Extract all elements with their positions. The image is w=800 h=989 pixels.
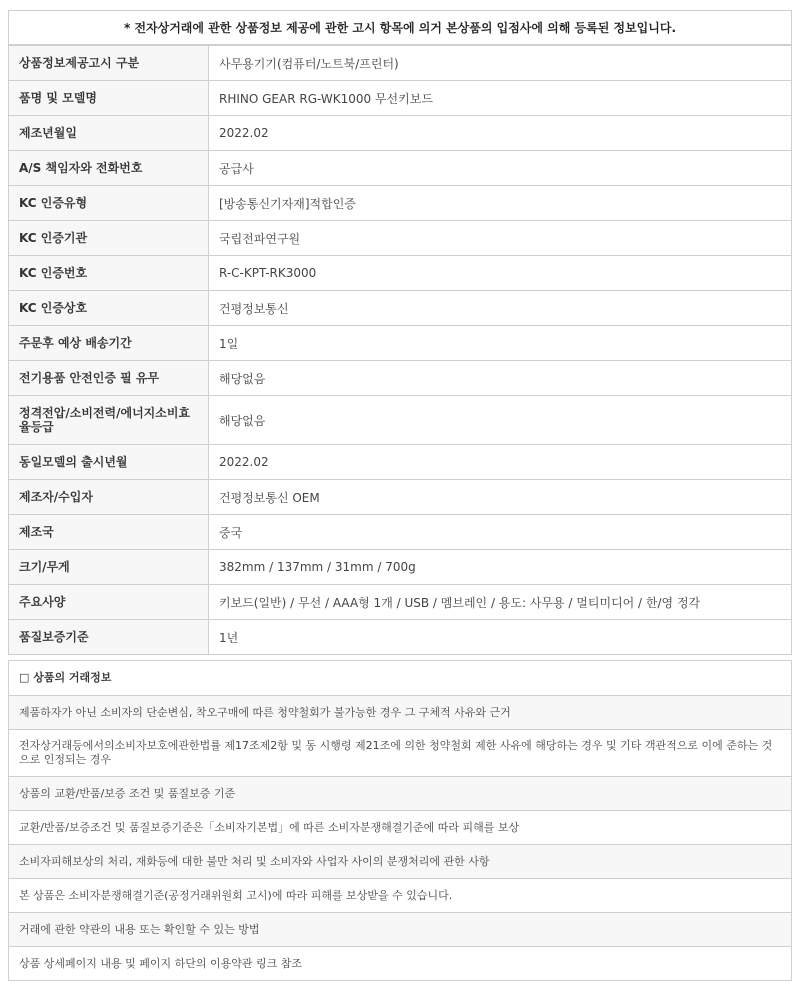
trade-info-heading: 상품의 교환/반품/보증 조건 및 품질보증 기준 <box>9 776 791 810</box>
table-row <box>9 220 791 255</box>
row-label: 제조국 <box>9 515 209 549</box>
product-info-table <box>8 45 792 655</box>
trade-info-content: 상품 상세페이지 내용 및 페이지 하단의 이용약관 링크 참조 <box>9 946 791 980</box>
row-value: 국립전파연구원 <box>219 231 301 246</box>
trade-info-table <box>8 660 792 981</box>
table-row <box>9 360 791 395</box>
row-label: 크기/무게 <box>9 550 209 584</box>
trade-info-heading: 제품하자가 아닌 소비자의 단순변심, 착오구매에 따른 청약철회가 불가능한 경우 그 구체적 사유와 근거 <box>9 695 791 729</box>
row-value: [방송통신기자재]적합인증 <box>219 196 356 211</box>
table-row <box>9 584 791 619</box>
row-value: 1년 <box>219 630 239 645</box>
row-value: 건평정보통신 <box>219 301 289 316</box>
row-value: 2022.02 <box>219 126 269 140</box>
row-label: 제조자/수입자 <box>9 480 209 514</box>
table-row <box>9 479 791 514</box>
trade-info-content: 전자상거래등에서의소비자보호에관한법률 제17조제2항 및 동 시행령 제21조에 의한 청약철회 제한 사유에 해당하는 경우 및 기타 객관적으로 이에 준하는 것으로 인정되는 경우 <box>9 729 791 776</box>
row-label: 제조년월일 <box>9 116 209 150</box>
trade-info-heading: 거래에 관한 약관의 내용 또는 확인할 수 있는 방법 <box>9 912 791 946</box>
row-value: 해당없음 <box>219 371 266 386</box>
row-value: 중국 <box>219 525 243 540</box>
row-label: 품명 및 모델명 <box>9 81 209 115</box>
row-value: 2022.02 <box>219 455 269 469</box>
row-label: 주요사양 <box>9 585 209 619</box>
row-value: 해당없음 <box>219 413 266 428</box>
row-label: 품질보증기준 <box>9 620 209 654</box>
notice-banner <box>8 10 792 45</box>
table-row <box>9 444 791 479</box>
row-label: 전기용품 안전인증 필 유무 <box>9 361 209 395</box>
row-value: 공급사 <box>219 161 254 176</box>
row-label: KC 인증번호 <box>9 256 209 290</box>
row-value: RHINO GEAR RG-WK1000 무선키보드 <box>219 91 433 106</box>
table-row <box>9 80 791 115</box>
row-label: KC 인증상호 <box>9 291 209 325</box>
row-value: 1일 <box>219 336 239 351</box>
row-value: R-C-KPT-RK3000 <box>219 266 317 280</box>
row-value: 키보드(일반) / 무선 / AAA형 1개 / USB / 멤브레인 / 용도: 사무용 / 멀티미디어 / 한/영 정각 <box>219 595 701 610</box>
row-value: 건평정보통신 OEM <box>219 490 320 505</box>
table-row <box>9 150 791 185</box>
row-label: 주문후 예상 배송기간 <box>9 326 209 360</box>
table-row <box>9 290 791 325</box>
row-label: 상품정보제공고시 구분 <box>9 46 209 80</box>
table-row <box>9 115 791 150</box>
table-row <box>9 549 791 584</box>
row-label: KC 인증유형 <box>9 186 209 220</box>
row-label: 동일모델의 출시년월 <box>9 445 209 479</box>
table-row <box>9 255 791 290</box>
table-row <box>9 325 791 360</box>
table-row <box>9 619 791 654</box>
trade-info-heading: 소비자피해보상의 처리, 재화등에 대한 불만 처리 및 소비자와 사업자 사이의 분쟁처리에 관한 사항 <box>9 844 791 878</box>
row-label: 정격전압/소비전력/에너지소비효율등급 <box>9 396 209 444</box>
trade-info-content: 교환/반품/보증조건 및 품질보증기준은「소비자기본법」에 따른 소비자분쟁해결기준에 따라 피해를 보상 <box>9 810 791 844</box>
trade-info-content: 본 상품은 소비자분쟁해결기준(공정거래위원회 고시)에 따라 피해를 보상받을 수 있습니다. <box>9 878 791 912</box>
row-value: 사무용기기(컴퓨터/노트북/프린터) <box>219 56 399 71</box>
notice-text: * 전자상거래에 관한 상품정보 제공에 관한 고시 항목에 의거 본상품의 입점사에 의해 등록된 정보입니다. <box>123 21 676 35</box>
trade-info-title: □ 상품의 거래정보 <box>19 671 112 684</box>
row-label: KC 인증기관 <box>9 221 209 255</box>
table-row <box>9 45 791 80</box>
table-row <box>9 395 791 444</box>
table-row <box>9 185 791 220</box>
table-row <box>9 514 791 549</box>
row-label: A/S 책임자와 전화번호 <box>9 151 209 185</box>
row-value: 382mm / 137mm / 31mm / 700g <box>219 560 416 574</box>
